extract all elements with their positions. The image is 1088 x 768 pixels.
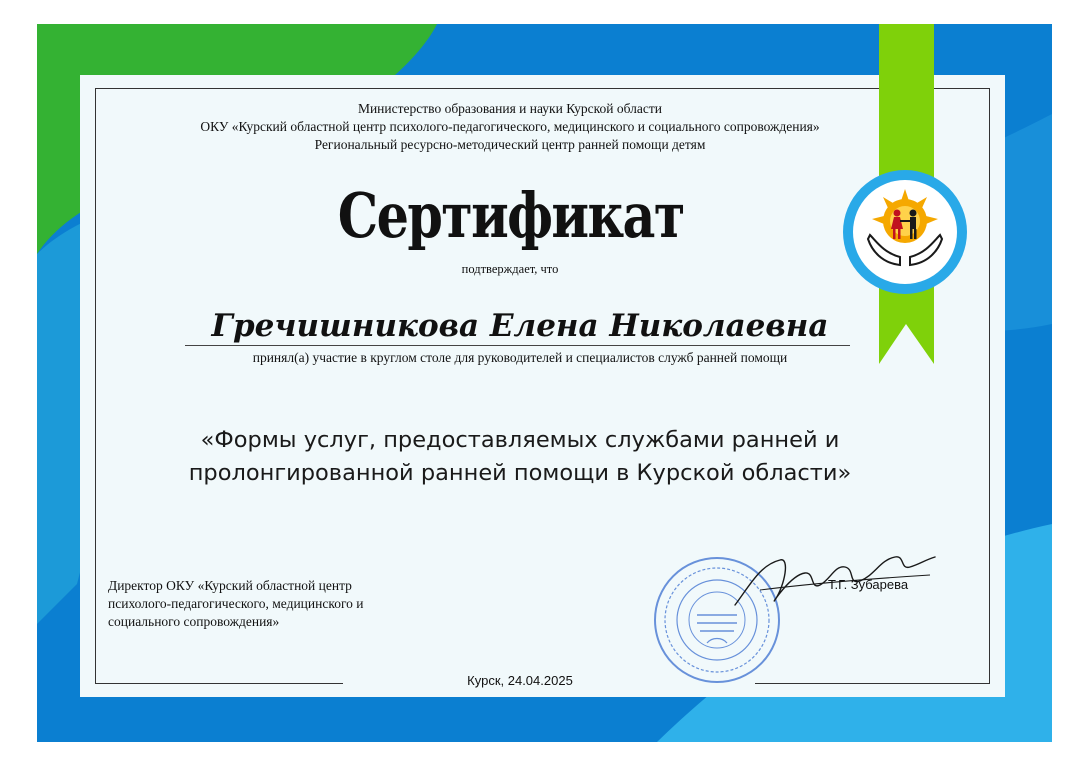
place-and-date: Курск, 24.04.2025 bbox=[467, 673, 573, 688]
recipient-underline bbox=[185, 345, 850, 346]
hands-children-sun-icon bbox=[842, 169, 968, 295]
participation-text: принял(а) участие в круглом столе для руководителей и специалистов служб ранней помощи bbox=[252, 350, 788, 365]
confirms-text: подтверждает, что bbox=[461, 262, 559, 276]
organization-line: ОКУ «Курский областной центр психолого-педагогического, медицинского и социального сопровождения» bbox=[200, 119, 820, 134]
director-line-2: психолого-педагогического, медицинского и bbox=[108, 596, 364, 611]
bottom-border-right bbox=[755, 683, 990, 684]
ministry-line: Министерство образования и науки Курской области bbox=[357, 101, 663, 116]
issuer-header bbox=[150, 100, 870, 154]
director-line-3: социального сопровождения» bbox=[108, 614, 280, 629]
recipient-name: Гречишникова Елена Николаевна bbox=[211, 308, 829, 344]
director-line-1: Директор ОКУ «Курский областной центр bbox=[108, 578, 352, 593]
center-line: Региональный ресурсно-методический центр ранней помощи детям bbox=[314, 137, 706, 152]
topic-line-2: пролонгированной ранней помощи в Курской области» bbox=[188, 460, 852, 486]
bottom-border-left bbox=[95, 683, 343, 684]
director-title bbox=[108, 577, 428, 631]
certificate-title: Сертификат bbox=[337, 179, 684, 252]
event-topic bbox=[150, 424, 890, 490]
signer-name: Т.Г. Зубарева bbox=[828, 577, 909, 592]
topic-line-1: «Формы услуг, предоставляемых службами ранней и bbox=[200, 427, 840, 453]
